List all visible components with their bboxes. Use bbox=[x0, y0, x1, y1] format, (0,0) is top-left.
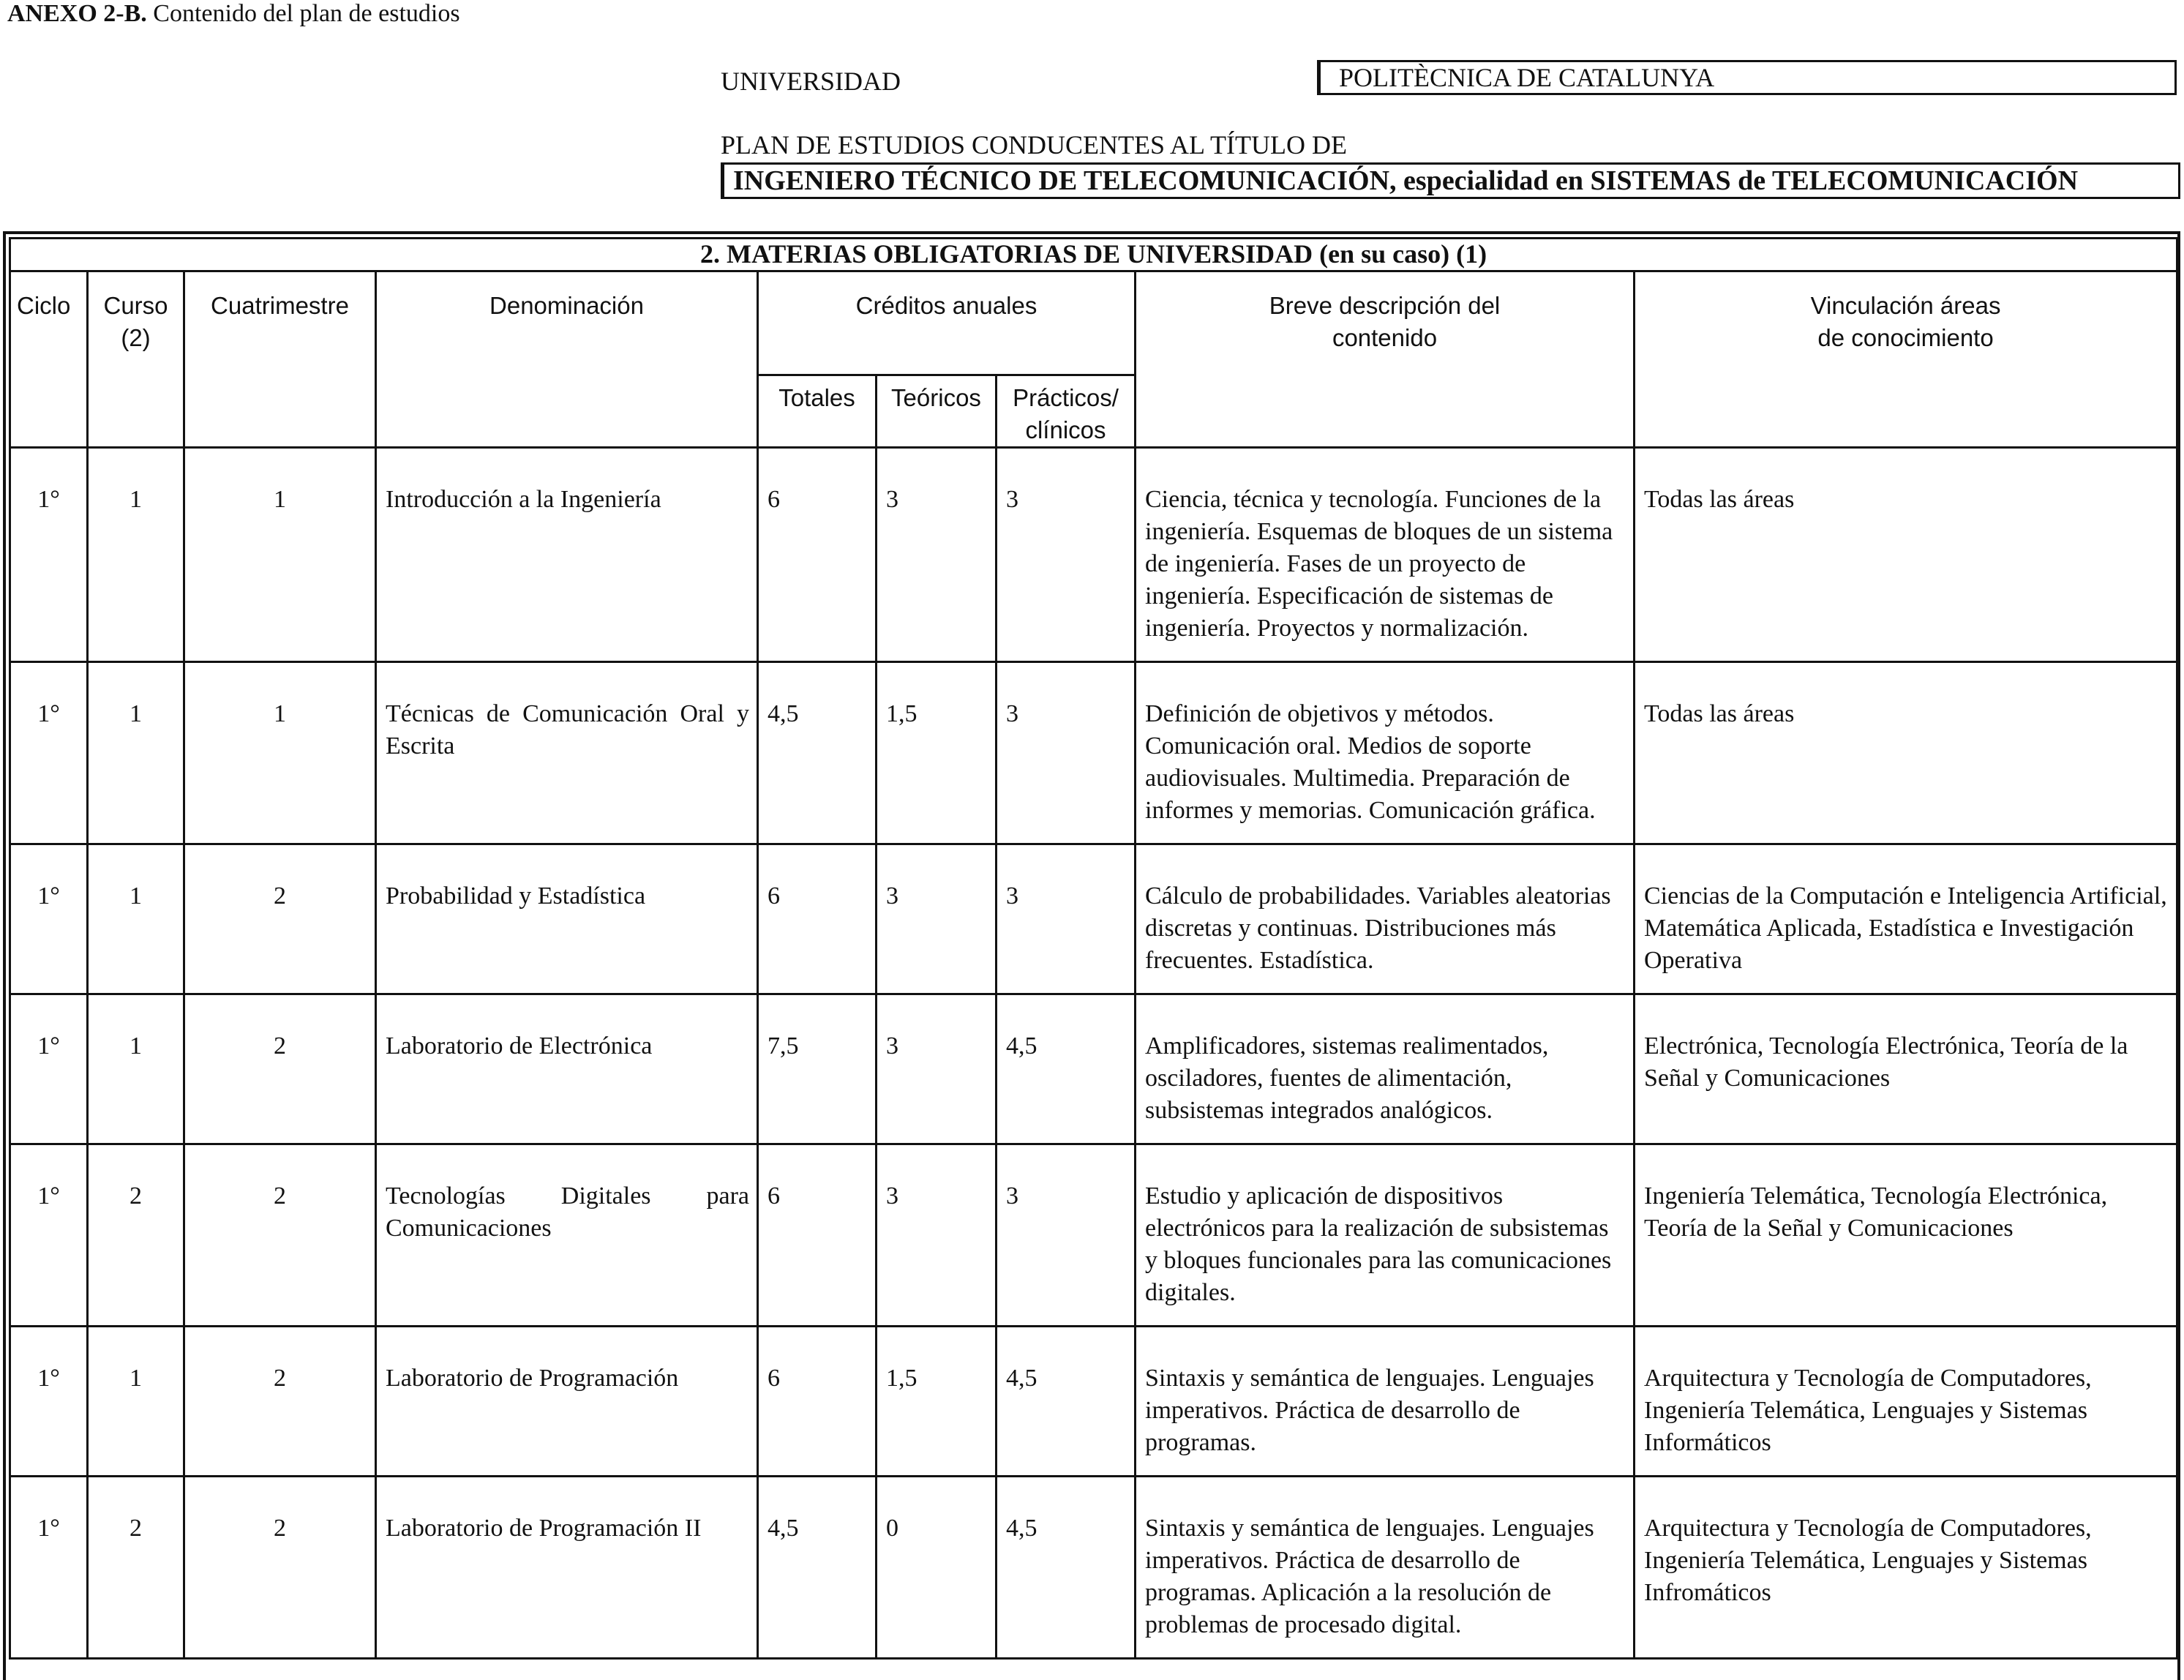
cell-vinculacion: Arquitectura y Tecnología de Computadores, Ingeniería Telemática, Lenguajes y Sistemas Informáticos bbox=[1635, 1327, 2177, 1477]
cell-ciclo: 1° bbox=[10, 994, 88, 1144]
cell-descripcion: Sintaxis y semántica de lenguajes. Lenguajes imperativos. Práctica de desarrollo de programas. bbox=[1136, 1327, 1635, 1477]
header-totales: Totales bbox=[758, 375, 877, 448]
cell-teoricos: 3 bbox=[877, 994, 997, 1144]
universidad-label: UNIVERSIDAD bbox=[721, 67, 901, 96]
cell-curso: 2 bbox=[88, 1477, 184, 1659]
cell-descripcion: Cálculo de probabilidades. Variables aleatorias discretas y continuas. Distribuciones más frecuentes. Estadística. bbox=[1136, 844, 1635, 994]
cell-vinculacion: Arquitectura y Tecnología de Computadores, Ingeniería Telemática, Lenguajes y Sistemas Infromáticos bbox=[1635, 1477, 2177, 1659]
cell-descripcion: Sintaxis y semántica de lenguajes. Lenguajes imperativos. Práctica de desarrollo de programas. Aplicación a la resolución de problemas de procesado digital. bbox=[1136, 1477, 1635, 1659]
cell-cuatrimestre: 2 bbox=[184, 994, 376, 1144]
header-creditos: Créditos anuales bbox=[758, 271, 1136, 375]
cell-denominacion: Introducción a la Ingeniería bbox=[376, 448, 758, 662]
cell-vinculacion: Todas las áreas bbox=[1635, 662, 2177, 844]
cell-ciclo: 1° bbox=[10, 1477, 88, 1659]
cell-ciclo: 1° bbox=[10, 448, 88, 662]
cell-totales: 4,5 bbox=[758, 662, 877, 844]
cell-totales: 7,5 bbox=[758, 994, 877, 1144]
titulo-field: INGENIERO TÉCNICO DE TELECOMUNICACIÓN, especialidad en SISTEMAS de TELECOMUNICACIÓN bbox=[721, 162, 2180, 199]
cell-practicos: 3 bbox=[997, 844, 1136, 994]
cell-totales: 6 bbox=[758, 844, 877, 994]
cell-descripcion: Estudio y aplicación de dispositivos electrónicos para la realización de subsistemas y bloques funcionales para las comunicaciones digitales. bbox=[1136, 1144, 1635, 1327]
table-row bbox=[10, 1327, 2177, 1477]
table-row bbox=[10, 1477, 2177, 1659]
cell-denominacion: Laboratorio de Electrónica bbox=[376, 994, 758, 1144]
cell-vinculacion: Ingeniería Telemática, Tecnología Electrónica, Teoría de la Señal y Comunicaciones bbox=[1635, 1144, 2177, 1327]
cell-curso: 2 bbox=[88, 1144, 184, 1327]
header-descripcion: Breve descripción del contenido bbox=[1136, 271, 1635, 448]
header-curso: Curso (2) bbox=[88, 271, 184, 448]
cell-practicos: 3 bbox=[997, 1144, 1136, 1327]
cell-totales: 4,5 bbox=[758, 1477, 877, 1659]
cell-ciclo: 1° bbox=[10, 844, 88, 994]
cell-denominacion: Tecnologías Digitales para Comunicaciones bbox=[376, 1144, 758, 1327]
header-ciclo: Ciclo bbox=[10, 271, 88, 448]
cell-denominacion: Laboratorio de Programación bbox=[376, 1327, 758, 1477]
table-row bbox=[10, 448, 2177, 662]
cell-cuatrimestre: 2 bbox=[184, 1477, 376, 1659]
cell-teoricos: 1,5 bbox=[877, 1327, 997, 1477]
table-row bbox=[10, 662, 2177, 844]
table-row bbox=[10, 1144, 2177, 1327]
cell-teoricos: 1,5 bbox=[877, 662, 997, 844]
cell-descripcion: Ciencia, técnica y tecnología. Funciones de la ingeniería. Esquemas de bloques de un sistema de ingeniería. Fases de un proyecto de ingeniería. Especificación de sistemas de ingeniería. Proyectos y normalización. bbox=[1136, 448, 1635, 662]
cell-cuatrimestre: 1 bbox=[184, 662, 376, 844]
universidad-field: POLITÈCNICA DE CATALUNYA bbox=[1317, 60, 2177, 95]
cell-denominacion: Laboratorio de Programación II bbox=[376, 1477, 758, 1659]
cell-totales: 6 bbox=[758, 1327, 877, 1477]
cell-cuatrimestre: 1 bbox=[184, 448, 376, 662]
header-vinculacion: Vinculación áreas de conocimiento bbox=[1635, 271, 2177, 448]
cell-practicos: 3 bbox=[997, 448, 1136, 662]
cell-practicos: 4,5 bbox=[997, 994, 1136, 1144]
table-row bbox=[10, 994, 2177, 1144]
cell-teoricos: 3 bbox=[877, 448, 997, 662]
annex-label: ANEXO 2-B. bbox=[7, 0, 147, 27]
cell-descripcion: Amplificadores, sistemas realimentados, osciladores, fuentes de alimentación, subsistemas integrados analógicos. bbox=[1136, 994, 1635, 1144]
cell-teoricos: 3 bbox=[877, 844, 997, 994]
cell-totales: 6 bbox=[758, 448, 877, 662]
cell-teoricos: 0 bbox=[877, 1477, 997, 1659]
cell-practicos: 4,5 bbox=[997, 1327, 1136, 1477]
cell-curso: 1 bbox=[88, 662, 184, 844]
header-teoricos: Teóricos bbox=[877, 375, 997, 448]
cell-ciclo: 1° bbox=[10, 1327, 88, 1477]
materias-table bbox=[9, 237, 2178, 1660]
header-denominacion: Denominación bbox=[376, 271, 758, 448]
section-title: 2. MATERIAS OBLIGATORIAS DE UNIVERSIDAD (en su caso) (1) bbox=[10, 239, 2177, 271]
cell-cuatrimestre: 2 bbox=[184, 1327, 376, 1477]
cell-curso: 1 bbox=[88, 448, 184, 662]
cell-denominacion: Probabilidad y Estadística bbox=[376, 844, 758, 994]
cell-vinculacion: Todas las áreas bbox=[1635, 448, 2177, 662]
header-practicos: Prácticos/ clínicos bbox=[997, 375, 1136, 448]
plan-label: PLAN DE ESTUDIOS CONDUCENTES AL TÍTULO DE bbox=[721, 130, 1347, 160]
cell-vinculacion: Electrónica, Tecnología Electrónica, Teoría de la Señal y Comunicaciones bbox=[1635, 994, 2177, 1144]
table-row bbox=[10, 844, 2177, 994]
cell-ciclo: 1° bbox=[10, 1144, 88, 1327]
cell-cuatrimestre: 2 bbox=[184, 1144, 376, 1327]
cell-curso: 1 bbox=[88, 994, 184, 1144]
cell-practicos: 4,5 bbox=[997, 1477, 1136, 1659]
cell-ciclo: 1° bbox=[10, 662, 88, 844]
cell-totales: 6 bbox=[758, 1144, 877, 1327]
header-cuatrimestre: Cuatrimestre bbox=[184, 271, 376, 448]
cell-curso: 1 bbox=[88, 1327, 184, 1477]
cell-vinculacion: Ciencias de la Computación e Inteligencia Artificial, Matemática Aplicada, Estadística e Investigación Operativa bbox=[1635, 844, 2177, 994]
cell-curso: 1 bbox=[88, 844, 184, 994]
cell-teoricos: 3 bbox=[877, 1144, 997, 1327]
annex-description: Contenido del plan de estudios bbox=[146, 0, 460, 27]
annex-heading bbox=[7, 0, 460, 28]
cell-practicos: 3 bbox=[997, 662, 1136, 844]
cell-cuatrimestre: 2 bbox=[184, 844, 376, 994]
cell-descripcion: Definición de objetivos y métodos. Comunicación oral. Medios de soporte audiovisuales. Multimedia. Preparación de informes y memorias. Comunicación gráfica. bbox=[1136, 662, 1635, 844]
cell-denominacion: Técnicas de Comunicación Oral y Escrita bbox=[376, 662, 758, 844]
